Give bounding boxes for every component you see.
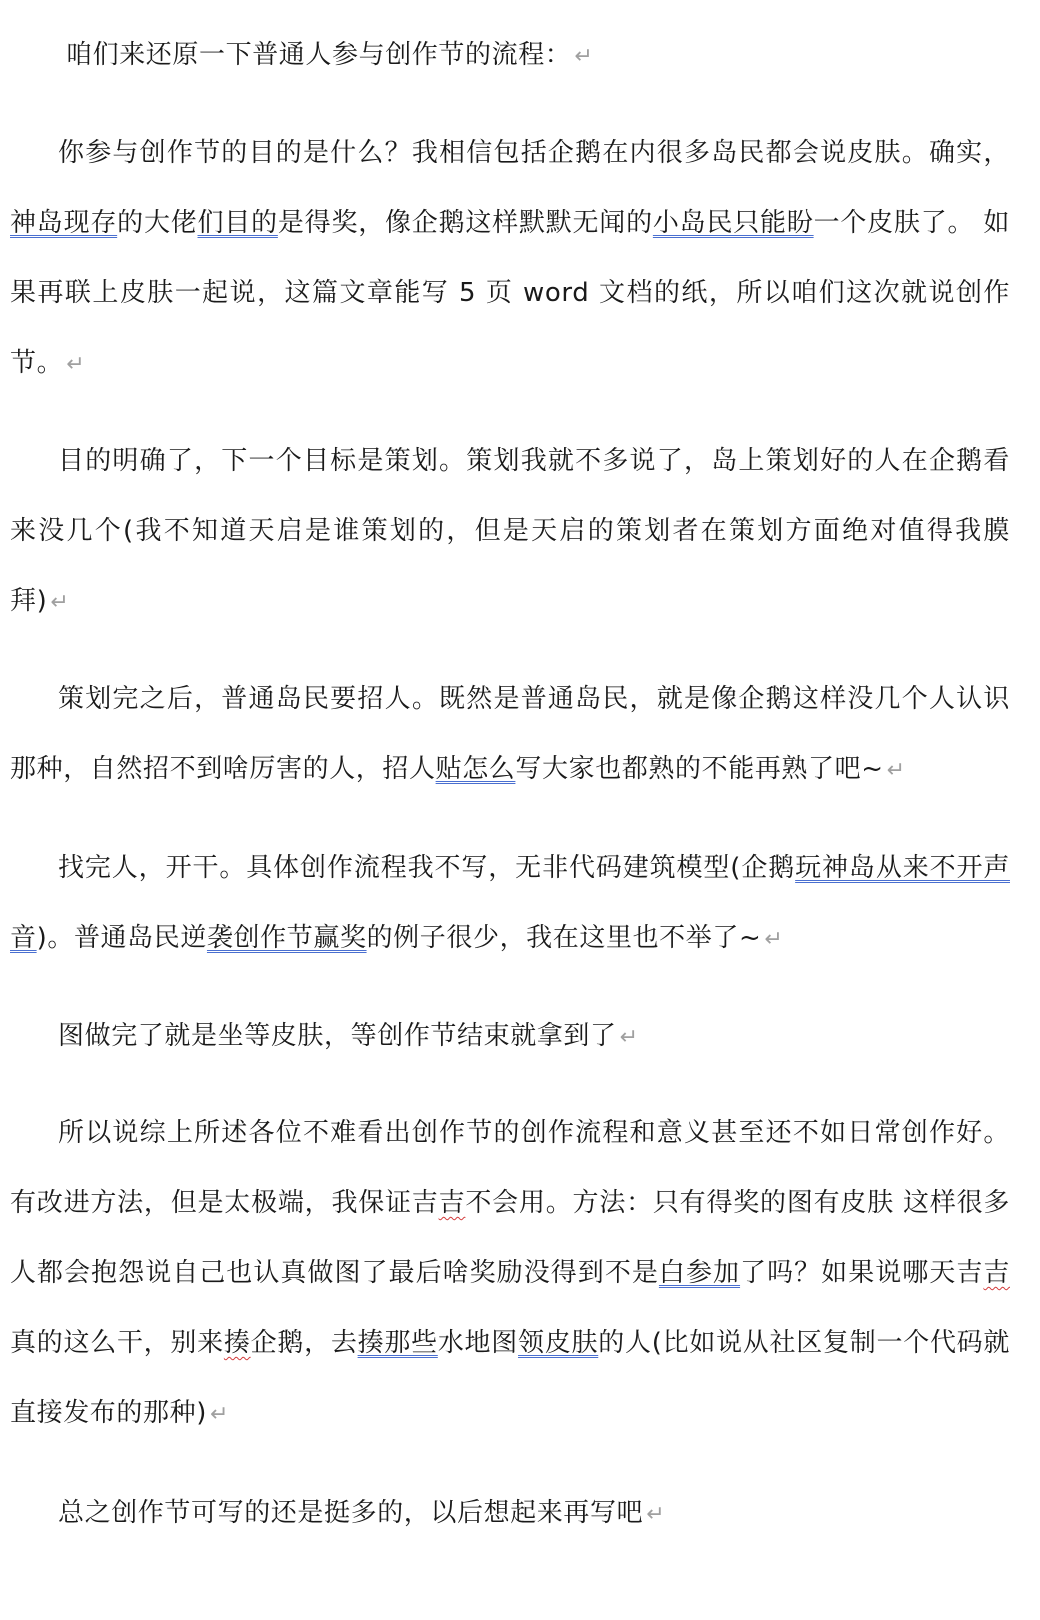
grammar-flag[interactable]: 神岛现存 bbox=[10, 208, 118, 238]
grammar-flag[interactable]: 们目的 bbox=[197, 208, 278, 238]
paragraph-8 bbox=[10, 1478, 1010, 1550]
text-run: 真的这么干，别来 bbox=[10, 1328, 224, 1358]
text-run: )。普通岛民逆 bbox=[36, 923, 207, 953]
spelling-flag[interactable]: 揍 bbox=[223, 1328, 251, 1358]
text-run: 你参与创作节的目的是什么？我相信包括企鹅在内很多岛民都会说皮肤。确实， bbox=[58, 138, 1010, 168]
text-run: 水地图 bbox=[437, 1328, 519, 1358]
paragraph-1 bbox=[10, 20, 1010, 92]
text-run: 所以说综上所述各位不难看出创作节的创作流程和意义甚至还不如日常创作好。有改进方法，但是太极端，我保证吉 bbox=[10, 1118, 1010, 1218]
paragraph-8-text: 总之创作节可写的还是挺多的，以后想起来再写吧 bbox=[58, 1498, 644, 1528]
paragraph-3 bbox=[10, 426, 1010, 638]
paragraph-6-text: 图做完了就是坐等皮肤，等创作节结束就拿到了 bbox=[58, 1021, 617, 1051]
text-run: 的例子很少，我在这里也不举了~ bbox=[366, 923, 762, 953]
paragraph-mark-icon: ↵ bbox=[619, 1025, 639, 1050]
paragraph-mark-icon: ↵ bbox=[886, 758, 906, 783]
spelling-flag[interactable]: 吉 bbox=[438, 1188, 466, 1218]
spelling-flag[interactable]: 吉 bbox=[983, 1258, 1010, 1288]
paragraph-5 bbox=[10, 833, 1010, 975]
grammar-flag[interactable]: 贴怎么 bbox=[435, 754, 516, 784]
paragraph-2 bbox=[10, 118, 1010, 400]
text-run: 一个皮肤了。 如果再联上皮肤一起说，这篇文章能写 5 页 word 文档的纸，所以咱们这次就说创作节。 bbox=[10, 208, 1010, 378]
paragraph-1-text: 咱们来还原一下普通人参与创作节的流程： bbox=[66, 40, 572, 70]
text-run: 策划完之后，普通岛民要招人。既然是普通岛民，就是像企鹅这样没几个人认识那种，自然招不到啥厉害的人，招人 bbox=[10, 684, 1010, 784]
text-run: 企鹅，去 bbox=[250, 1328, 358, 1358]
paragraph-mark-icon: ↵ bbox=[50, 590, 69, 615]
paragraph-3-text: 目的明确了，下一个目标是策划。策划我就不多说了，岛上策划好的人在企鹅看来没几个(我不知道天启是谁策划的，但是天启的策划者在策划方面绝对值得我膜拜) bbox=[10, 446, 1010, 616]
paragraph-4 bbox=[10, 664, 1010, 806]
grammar-flag[interactable]: 白参加 bbox=[658, 1258, 741, 1288]
paragraph-mark-icon: ↵ bbox=[574, 44, 593, 69]
grammar-flag[interactable]: 玩神岛从来不开声音 bbox=[10, 853, 1010, 953]
text-run: 找完人，开干。具体创作流程我不写，无非代码建筑模型(企鹅 bbox=[58, 853, 796, 883]
paragraph-mark-icon: ↵ bbox=[764, 927, 783, 952]
paragraph-6 bbox=[10, 1001, 1010, 1073]
text-run: 不会用。方法：只有得奖的图有皮肤 这样很多人都会抱怨说自己也认真做图了最后啥奖励没得到不是 bbox=[10, 1188, 1010, 1288]
grammar-flag[interactable]: 领皮肤 bbox=[518, 1328, 599, 1358]
text-run: 的大佬 bbox=[117, 208, 198, 238]
grammar-flag[interactable]: 袭创作节赢奖 bbox=[206, 923, 367, 953]
paragraph-7 bbox=[10, 1098, 1010, 1450]
paragraph-mark-icon: ↵ bbox=[646, 1502, 665, 1527]
paragraph-mark-icon: ↵ bbox=[209, 1402, 229, 1427]
grammar-flag[interactable]: 小岛民只能盼 bbox=[652, 208, 814, 238]
text-run: 是得奖，像企鹅这样默默无闻的 bbox=[277, 208, 653, 238]
paragraph-mark-icon: ↵ bbox=[66, 352, 85, 377]
text-run: 写大家也都熟的不能再熟了吧~ bbox=[515, 754, 884, 784]
grammar-flag[interactable]: 揍那些 bbox=[357, 1328, 438, 1358]
text-run: 了吗？如果说哪天吉 bbox=[740, 1258, 984, 1288]
text-run: 的人(比如说从社区复制一个代码就直接发布的那种) bbox=[10, 1328, 1011, 1428]
